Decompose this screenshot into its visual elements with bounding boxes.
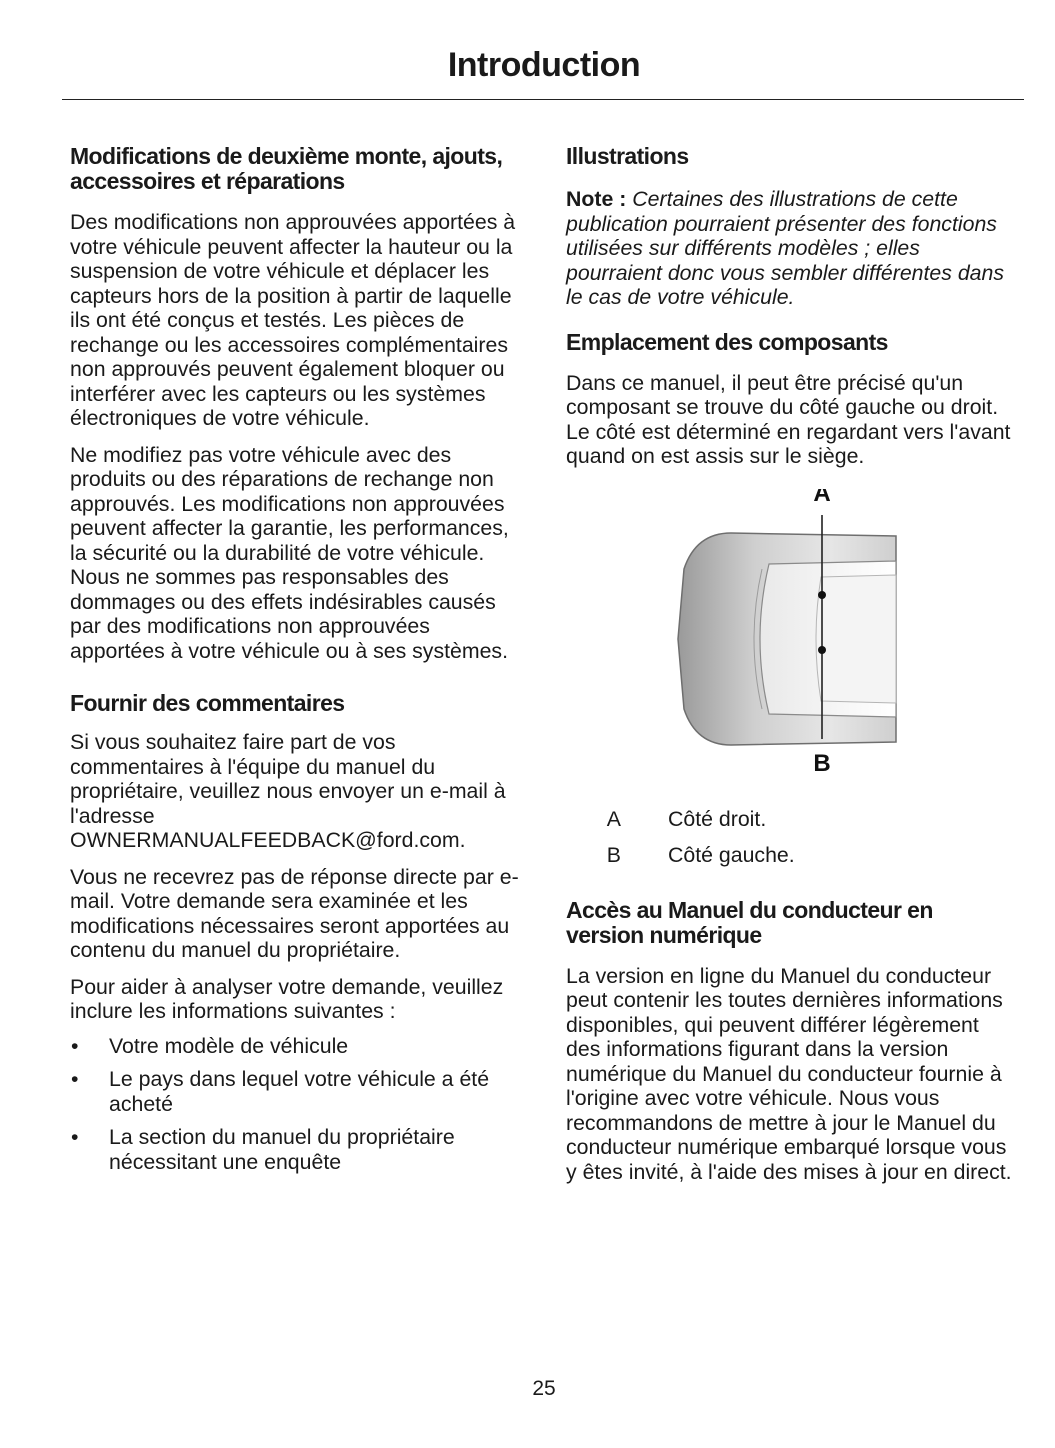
legend-key: B bbox=[606, 843, 621, 867]
paragraph-digital-manual: La version en ligne du Manuel du conducteur peut contenir les toutes dernières informations disponibles, qui peuvent différer légèrement des informations figurant dans la version numérique du Manuel du conducteur fournie à l'origine avec votre véhicule. Nous vous recommandons de mettre à jour le Manuel du conducteur numérique embarqué lorsque vous y êtes invité, à l'aide des mises à jour en direct. bbox=[566, 963, 1012, 1184]
note-label: Note : bbox=[566, 187, 627, 211]
note-paragraph bbox=[566, 187, 1016, 310]
legend-value: Côté droit. bbox=[668, 806, 767, 831]
feedback-bullet-list bbox=[70, 1034, 525, 1175]
section-heading-feedback: Fournir des commentaires bbox=[70, 690, 345, 716]
list-item-text: Le pays dans lequel votre véhicule a été acheté bbox=[109, 1067, 490, 1116]
legend-key: A bbox=[606, 806, 621, 831]
bullet-marker: • bbox=[71, 1033, 79, 1058]
list-item bbox=[70, 1125, 525, 1174]
page-title: Introduction bbox=[447, 46, 641, 84]
section-heading-illustrations: Illustrations bbox=[566, 143, 689, 169]
list-item bbox=[70, 1034, 525, 1059]
vehicle-sides-figure bbox=[566, 489, 1016, 789]
figure-legend bbox=[566, 807, 1016, 868]
left-column bbox=[70, 144, 525, 1183]
title-divider bbox=[62, 99, 1024, 100]
figure-label-a: A bbox=[813, 488, 831, 507]
page-number: 25 bbox=[532, 1377, 556, 1400]
paragraph-modifications-2: Ne modifiez pas votre véhicule avec des produits ou des réparations de rechange non approuvés. Les modifications non approuvées peuvent affecter la garantie, les performances, la sécurité ou la durabilité de votre véhicule. Nous ne sommes pas responsables des dommages ou des effets indésirables causés par des modifications non approuvées apportées à votre véhicule ou à ses systèmes. bbox=[70, 442, 509, 663]
feedback-email-link[interactable]: OWNERMANUALFEEDBACK@ford.com. bbox=[70, 828, 466, 852]
paragraph-feedback-1 bbox=[70, 730, 525, 853]
paragraph-feedback-3: Pour aider à analyser votre demande, veuillez inclure les informations suivantes : bbox=[70, 974, 504, 1023]
note-text: Certaines des illustrations de cette publication pourraient présenter des fonctions utilisées sur différents modèles ; elles pourraient donc vous sembler différentes dans le cas de votre véhicule. bbox=[566, 187, 1005, 309]
paragraph-feedback-2: Vous ne recevrez pas de réponse directe par e-mail. Votre demande sera examinée et les modifications nécessaires seront apportées au contenu du manuel du propriétaire. bbox=[70, 864, 519, 962]
legend-value: Côté gauche. bbox=[668, 843, 795, 867]
section-heading-digital-manual: Accès au Manuel du conducteur en version numérique bbox=[566, 896, 933, 948]
figure-label-b: B bbox=[813, 749, 831, 777]
list-item-text: Votre modèle de véhicule bbox=[109, 1033, 349, 1058]
section-heading-components: Emplacement des composants bbox=[566, 328, 888, 355]
list-item-text: La section du manuel du propriétaire nécessitant une enquête bbox=[109, 1125, 455, 1174]
section-heading-modifications: Modifications de deuxième monte, ajouts, accessoires et réparations bbox=[70, 143, 503, 194]
bullet-marker: • bbox=[71, 1125, 79, 1149]
paragraph-components: Dans ce manuel, il peut être précisé qu'un composant se trouve du côté gauche ou droit. Le côté est déterminé en regardant vers l'avant quand on est assis sur le siège. bbox=[566, 370, 1011, 468]
legend-row bbox=[566, 807, 1016, 832]
bullet-marker: • bbox=[71, 1067, 79, 1091]
car-top-view-illustration bbox=[566, 489, 1016, 789]
list-item bbox=[70, 1067, 525, 1116]
marker-b-dot bbox=[818, 646, 826, 654]
feedback-intro-text: Si vous souhaitez faire part de vos commentaires à l'équipe du manuel du propriétaire, veuillez nous envoyer un e-mail à l'adresse bbox=[70, 730, 506, 828]
right-column bbox=[566, 144, 1016, 1196]
marker-a-dot bbox=[818, 591, 826, 599]
paragraph-modifications-1: Des modifications non approuvées apportées à votre véhicule peuvent affecter la hauteur ou la suspension de votre véhicule et déplacer les capteurs hors de la position à partir de laquelle ils ont été conçus et testés. Les pièces de rechange ou les accessoires complémentaires non approuvés peuvent également bloquer ou interférer avec les capteurs ou les systèmes électroniques de votre véhicule. bbox=[70, 210, 516, 430]
legend-row bbox=[566, 843, 1016, 868]
